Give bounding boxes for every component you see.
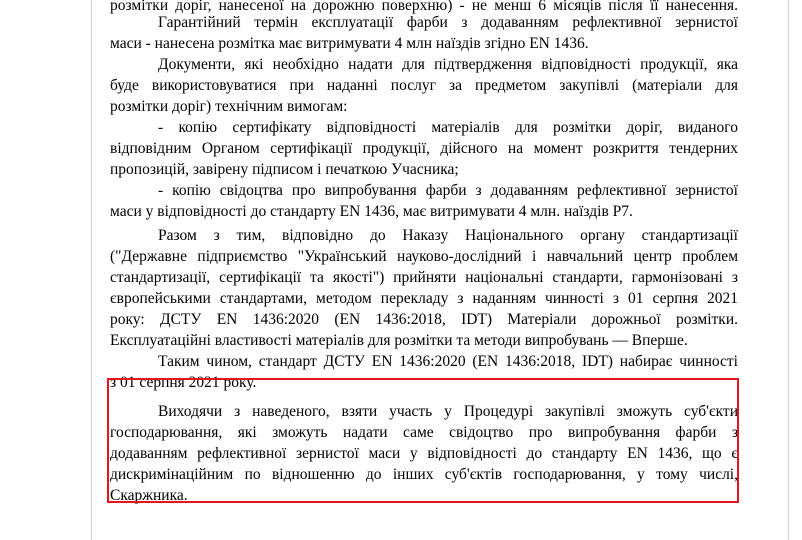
highlighted-text-line: господарювання, які зможуть надати саме свідоцтво про випробування фарби з (110, 424, 738, 441)
text-line: маси - нанесена розмітка має витримувати 4 млн наїздів згідно EN 1436. (110, 35, 589, 52)
text-line: пропозицій, завірену підписом і печаткою Учасника; (110, 161, 459, 178)
text-line: розмітки доріг) технічним вимогам: (110, 98, 348, 115)
text-line: Таким чином, стандарт ДСТУ EN 1436:2020 (EN 1436:2018, IDT) набирає чинності (158, 353, 738, 370)
text-line: буде використовуватися при наданні послуг за предметом закупівлі (матеріали для (110, 77, 738, 94)
text-line: ("Державне підприємство "Український науково-дослідний і навчальний центр проблем (110, 248, 738, 265)
highlight-annotation-box (107, 378, 739, 503)
text-line: з 01 серпня 2021 року. (110, 374, 257, 391)
viewer-left-margin (0, 0, 92, 540)
text-line: - копію свідоцтва про випробування фарби з додаванням рефлективної зернистої (158, 182, 738, 199)
highlighted-text-line: Скаржника. (110, 487, 188, 504)
text-line: європейськими стандартами, методом перекладу з наданням чинності з 01 серпня 2021 (110, 290, 738, 307)
text-line: відповідним Органом сертифікації продукції, дійсного на момент розкриття тендерних (110, 140, 738, 157)
viewer-scrollbar[interactable] (788, 0, 802, 540)
text-line: Документи, які необхідно надати для підтвердження відповідності продукції, яка (158, 56, 738, 73)
text-line: стандартизації, сертифікації та якості") прийняти національні стандарти, гармонізовані з (110, 269, 738, 286)
text-line: розмітки доріг, нанесеної на дорожню поверхню) - не менш 6 місяців після її нанесення. (110, 0, 738, 14)
highlighted-text-line: додаванням рефлективної зернистої маси у відповідності до стандарту EN 1436, що є (110, 445, 738, 462)
text-line: маси у відповідності до стандарту EN 1436, має витримувати 4 млн. наїздів Р7. (110, 203, 633, 220)
text-line: Гарантійний термін експлуатації фарби з додаванням рефлективної зернистої (158, 14, 738, 31)
text-line: Разом з тим, відповідно до Наказу Національного органу стандартизації (158, 227, 738, 244)
highlighted-text-line: дискримінаційним по відношенню до інших суб'єктів господарювання, у тому числі, (110, 466, 738, 483)
highlighted-text-line: Виходячи з наведеного, взяти участь у Процедурі закупівлі зможуть суб'єкти (158, 403, 738, 420)
text-line: року: ДСТУ EN 1436:2020 (EN 1436:2018, IDT) Матеріали дорожньої розмітки. (110, 311, 738, 328)
text-line: Експлуатаційні властивості матеріалів для розмітки та методи випробувань — Вперше. (110, 332, 688, 349)
text-line: - копію сертифікату відповідності матеріалів для розмітки доріг, виданого (158, 119, 738, 136)
